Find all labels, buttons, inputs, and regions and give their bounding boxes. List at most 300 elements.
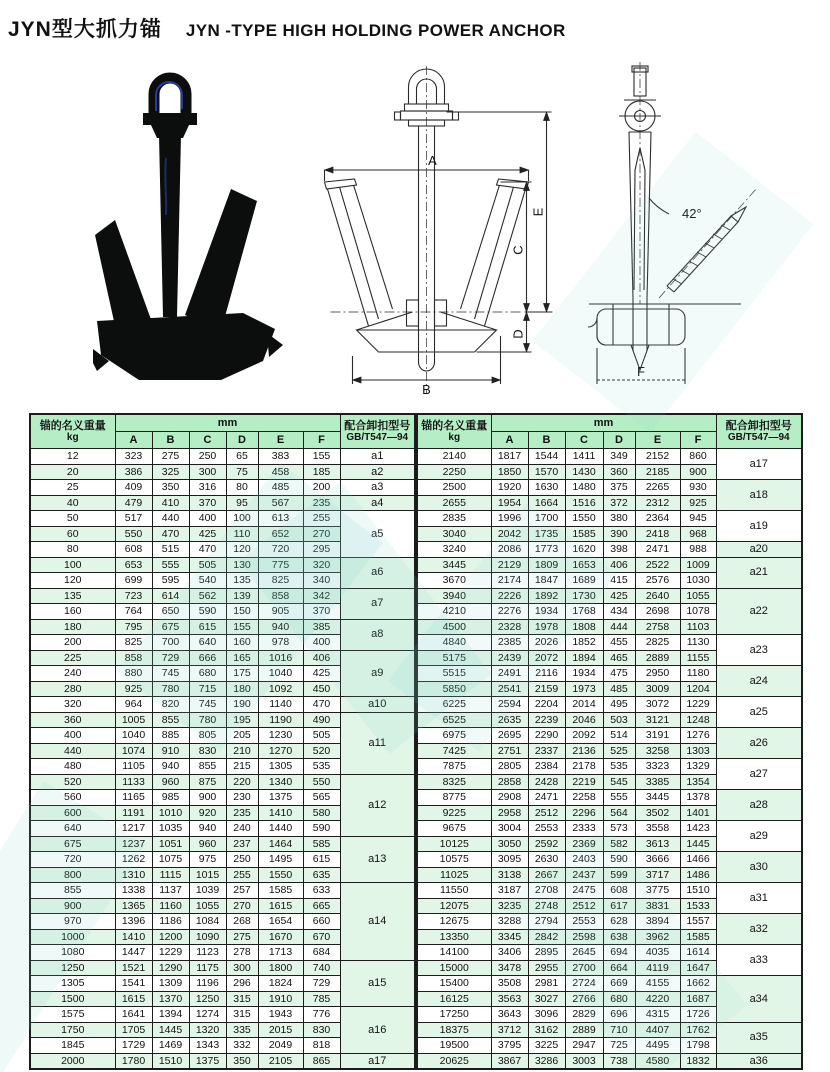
dim-cell: 205: [226, 728, 258, 744]
dim-cell: 385: [303, 619, 340, 635]
shackle-cell: a7: [340, 588, 415, 619]
dim-cell: 2258: [565, 790, 603, 806]
dim-cell: 3121: [635, 712, 680, 728]
dim-cell: 964: [115, 697, 152, 713]
weight-cell: 11025: [417, 867, 491, 883]
dim-cell: 3027: [528, 991, 565, 1007]
dim-cell: 2312: [635, 495, 680, 511]
dim-cell: 550: [303, 774, 340, 790]
dim-cell: 275: [226, 929, 258, 945]
dim-cell: 2695: [491, 728, 528, 744]
dim-cell: 1973: [565, 681, 603, 697]
dim-cell: 669: [603, 976, 635, 992]
dim-cell: 458: [258, 464, 303, 480]
shackle-cell: a20: [716, 542, 802, 558]
shackle-cell: a34: [716, 976, 802, 1023]
dim-cell: 715: [189, 681, 226, 697]
weight-cell: 8775: [417, 790, 491, 806]
table-row: [30, 449, 415, 465]
dim-cell: 940: [258, 619, 303, 635]
dim-cell: 1934: [528, 604, 565, 620]
shackle-cell: a25: [716, 697, 802, 728]
spec-tables: [29, 413, 803, 1070]
dim-cell: 738: [603, 1053, 635, 1069]
weight-cell: 16125: [417, 991, 491, 1007]
weight-cell: 675: [30, 836, 115, 852]
dim-label-f: F: [637, 364, 645, 379]
dim-cell: 1009: [680, 557, 716, 573]
dim-cell: 349: [603, 449, 635, 465]
dim-cell: 1570: [528, 464, 565, 480]
dim-cell: 2889: [635, 650, 680, 666]
weight-cell: 800: [30, 867, 115, 883]
dim-cell: 795: [115, 619, 152, 635]
dim-cell: 729: [303, 976, 340, 992]
col-header-A: A: [115, 432, 152, 449]
dim-cell: 910: [152, 743, 189, 759]
table-row: [30, 836, 415, 852]
dim-cell: 2159: [528, 681, 565, 697]
dim-cell: 988: [680, 542, 716, 558]
dim-cell: 1165: [115, 790, 152, 806]
dim-cell: 1713: [258, 945, 303, 961]
dim-cell: 505: [303, 728, 340, 744]
dim-cell: 1773: [528, 542, 565, 558]
dim-cell: 1824: [258, 976, 303, 992]
dim-cell: 2889: [565, 1022, 603, 1038]
dim-cell: 3795: [491, 1038, 528, 1054]
dim-cell: 1641: [115, 1007, 152, 1023]
weight-cell: 15000: [417, 960, 491, 976]
dim-cell: 858: [115, 650, 152, 666]
dim-cell: 503: [603, 712, 635, 728]
dim-cell: 3563: [491, 991, 528, 1007]
dim-cell: 406: [303, 650, 340, 666]
dim-cell: 2174: [491, 573, 528, 589]
dim-cell: 696: [603, 1007, 635, 1023]
dim-cell: 3288: [491, 914, 528, 930]
dim-cell: 2955: [528, 960, 565, 976]
dim-cell: 372: [603, 495, 635, 511]
shackle-cell: a18: [716, 480, 802, 511]
weight-cell: 13350: [417, 929, 491, 945]
dim-cell: 2276: [491, 604, 528, 620]
dim-cell: 2290: [528, 728, 565, 744]
dim-cell: 350: [226, 1053, 258, 1069]
col-header-E: E: [635, 432, 680, 449]
dim-cell: 4220: [635, 991, 680, 1007]
dim-cell: 316: [189, 480, 226, 496]
dim-label-a: A: [428, 153, 437, 168]
dim-cell: 3345: [491, 929, 528, 945]
weight-cell: 10575: [417, 852, 491, 868]
dim-cell: 3095: [491, 852, 528, 868]
dim-cell: 165: [226, 650, 258, 666]
dim-cell: 3831: [635, 898, 680, 914]
shackle-header-label: 配合卸扣型号: [725, 419, 792, 432]
dim-cell: 1852: [565, 635, 603, 651]
dim-cell: 240: [226, 821, 258, 837]
weight-cell: 25: [30, 480, 115, 496]
weight-cell: 1845: [30, 1038, 115, 1054]
dim-cell: 1762: [680, 1022, 716, 1038]
dim-cell: 1541: [115, 976, 152, 992]
dim-cell: 2026: [528, 635, 565, 651]
page-title-chinese: JYN型大抓力锚: [8, 18, 162, 41]
dim-cell: 2014: [565, 697, 603, 713]
dim-cell: 3009: [635, 681, 680, 697]
weight-cell: 12: [30, 449, 115, 465]
dim-cell: 2766: [565, 991, 603, 1007]
dim-cell: 1954: [491, 495, 528, 511]
dim-cell: 2592: [528, 836, 565, 852]
dim-cell: 1630: [528, 480, 565, 496]
weight-cell: 240: [30, 666, 115, 682]
dim-label-e: E: [530, 207, 546, 217]
dim-cell: 1030: [680, 573, 716, 589]
dim-cell: 300: [189, 464, 226, 480]
dim-cell: 975: [189, 852, 226, 868]
dim-cell: 1943: [258, 1007, 303, 1023]
dim-cell: 2491: [491, 666, 528, 682]
shackle-cell: a1: [340, 449, 415, 465]
dim-cell: 3502: [635, 805, 680, 821]
dim-cell: 1847: [528, 573, 565, 589]
dim-cell: 2333: [565, 821, 603, 837]
table-row: [30, 557, 415, 573]
dim-cell: 660: [303, 914, 340, 930]
dim-cell: 1768: [565, 604, 603, 620]
dim-cell: 1664: [528, 495, 565, 511]
weight-cell: 3670: [417, 573, 491, 589]
dim-cell: 340: [303, 573, 340, 589]
dim-cell: 370: [303, 604, 340, 620]
weight-cell: 6975: [417, 728, 491, 744]
dim-cell: 2758: [635, 619, 680, 635]
dim-cell: 1133: [115, 774, 152, 790]
dim-cell: 1005: [115, 712, 152, 728]
dim-cell: 383: [258, 449, 303, 465]
dim-cell: 1055: [189, 898, 226, 914]
dim-cell: 2471: [635, 542, 680, 558]
dim-cell: 1447: [115, 945, 152, 961]
dim-cell: 565: [303, 790, 340, 806]
dim-cell: 1480: [565, 480, 603, 496]
col-header-A: A: [491, 432, 528, 449]
dim-cell: 1798: [680, 1038, 716, 1054]
dim-cell: 2337: [528, 743, 565, 759]
dim-cell: 613: [258, 511, 303, 527]
weight-header-unit: kg: [448, 431, 461, 443]
dim-cell: 4407: [635, 1022, 680, 1038]
dim-cell: 315: [226, 991, 258, 1007]
dim-cell: 1910: [258, 991, 303, 1007]
dim-cell: 1705: [115, 1022, 152, 1038]
weight-cell: 180: [30, 619, 115, 635]
weight-cell: 3240: [417, 542, 491, 558]
dim-cell: 595: [152, 573, 189, 589]
dim-cell: 160: [226, 635, 258, 651]
dim-cell: 1550: [258, 867, 303, 883]
dim-cell: 582: [603, 836, 635, 852]
dim-cell: 1276: [680, 728, 716, 744]
weight-cell: 600: [30, 805, 115, 821]
dim-cell: 3235: [491, 898, 528, 914]
weight-cell: 320: [30, 697, 115, 713]
weight-cell: 5850: [417, 681, 491, 697]
spec-table-left: [29, 413, 416, 1070]
dim-cell: 2428: [528, 774, 565, 790]
dim-cell: 638: [603, 929, 635, 945]
dim-cell: 320: [303, 557, 340, 573]
dim-cell: 590: [189, 604, 226, 620]
table-row: [417, 480, 802, 496]
dim-cell: 1401: [680, 805, 716, 821]
dim-cell: 2553: [528, 821, 565, 837]
dim-cell: 1123: [189, 945, 226, 961]
dim-cell: 1250: [189, 991, 226, 1007]
dim-cell: 2858: [491, 774, 528, 790]
shackle-cell: a19: [716, 511, 802, 542]
dim-cell: 1204: [680, 681, 716, 697]
dim-cell: 323: [115, 449, 152, 465]
weight-cell: 225: [30, 650, 115, 666]
weight-cell: 14100: [417, 945, 491, 961]
dim-cell: 1445: [680, 836, 716, 852]
shackle-cell: a22: [716, 588, 802, 635]
shackle-cell: a13: [340, 836, 415, 883]
dim-cell: 335: [226, 1022, 258, 1038]
dim-cell: 562: [189, 588, 226, 604]
dim-cell: 440: [152, 511, 189, 527]
dim-cell: 740: [303, 960, 340, 976]
dim-cell: 900: [189, 790, 226, 806]
table-row: [30, 619, 415, 635]
weight-header-label: 锚的名义重量: [39, 419, 106, 432]
dim-cell: 4315: [635, 1007, 680, 1023]
dim-cell: 4580: [635, 1053, 680, 1069]
dim-cell: 1615: [115, 991, 152, 1007]
dim-cell: 1078: [680, 604, 716, 620]
weight-cell: 6525: [417, 712, 491, 728]
dim-cell: 1338: [115, 883, 152, 899]
dim-cell: 720: [258, 542, 303, 558]
dim-cell: 434: [603, 604, 635, 620]
dim-cell: 3445: [635, 790, 680, 806]
dim-cell: 855: [152, 712, 189, 728]
weight-cell: 11550: [417, 883, 491, 899]
dim-cell: 2049: [258, 1038, 303, 1054]
dim-cell: 775: [258, 557, 303, 573]
shackle-header-label: 配合卸扣型号: [344, 419, 411, 432]
weight-cell: 15400: [417, 976, 491, 992]
weight-cell: 40: [30, 495, 115, 511]
dim-cell: 930: [680, 480, 716, 496]
weight-cell: 7875: [417, 759, 491, 775]
dim-cell: 1015: [189, 867, 226, 883]
dim-cell: 2129: [491, 557, 528, 573]
dim-cell: 780: [152, 681, 189, 697]
dim-cell: 342: [303, 588, 340, 604]
dim-cell: 2105: [258, 1053, 303, 1069]
weight-cell: 2000: [30, 1053, 115, 1069]
table-row: [417, 976, 802, 992]
dim-cell: 2895: [528, 945, 565, 961]
dim-cell: 2152: [635, 449, 680, 465]
spec-tbody-left: [30, 449, 415, 1070]
dim-cell: 455: [603, 635, 635, 651]
dim-cell: 3643: [491, 1007, 528, 1023]
dim-cell: 1394: [152, 1007, 189, 1023]
weight-header-label: 锚的名义重量: [421, 419, 488, 432]
dim-cell: 1270: [258, 743, 303, 759]
dim-cell: 1237: [115, 836, 152, 852]
anchor-side-drawing: [560, 58, 792, 398]
dim-cell: 940: [189, 821, 226, 837]
dim-cell: 585: [303, 836, 340, 852]
weight-cell: 2500: [417, 480, 491, 496]
dim-cell: 315: [226, 1007, 258, 1023]
dim-cell: 590: [603, 852, 635, 868]
table-header-right: [417, 414, 802, 449]
weight-cell: 12075: [417, 898, 491, 914]
dim-cell: 745: [189, 697, 226, 713]
dim-cell: 700: [152, 635, 189, 651]
dim-cell: 370: [189, 495, 226, 511]
dim-cell: 296: [226, 976, 258, 992]
dim-cell: 2042: [491, 526, 528, 542]
dim-cell: 945: [680, 511, 716, 527]
dim-cell: 3050: [491, 836, 528, 852]
dim-cell: 1585: [258, 883, 303, 899]
dim-cell: 1800: [258, 960, 303, 976]
dim-cell: 855: [189, 759, 226, 775]
dim-cell: 325: [152, 464, 189, 480]
dim-cell: 2950: [635, 666, 680, 682]
dim-cell: 495: [603, 697, 635, 713]
dim-cell: 1092: [258, 681, 303, 697]
col-header-E: E: [258, 432, 303, 449]
weight-cell: 20625: [417, 1053, 491, 1069]
dim-cell: 1274: [189, 1007, 226, 1023]
weight-cell: 160: [30, 604, 115, 620]
dim-cell: 3138: [491, 867, 528, 883]
weight-cell: 2140: [417, 449, 491, 465]
page-header: [8, 13, 566, 43]
dim-cell: 2178: [565, 759, 603, 775]
dim-cell: 1051: [152, 836, 189, 852]
dim-cell: 725: [603, 1038, 635, 1054]
table-row: [30, 697, 415, 713]
dim-cell: 650: [152, 604, 189, 620]
anchor-figures: [0, 55, 830, 405]
weight-cell: 900: [30, 898, 115, 914]
weight-cell: 6225: [417, 697, 491, 713]
dim-cell: 1726: [680, 1007, 716, 1023]
weight-cell: 720: [30, 852, 115, 868]
dim-cell: 332: [226, 1038, 258, 1054]
table-row: [30, 712, 415, 728]
table-row: [417, 542, 802, 558]
dim-cell: 1423: [680, 821, 716, 837]
dim-cell: 4495: [635, 1038, 680, 1054]
dim-cell: 2296: [565, 805, 603, 821]
dim-cell: 1229: [680, 697, 716, 713]
dim-cell: 1354: [680, 774, 716, 790]
dim-cell: 830: [189, 743, 226, 759]
weight-header: [30, 414, 115, 449]
dim-cell: 1670: [258, 929, 303, 945]
dim-cell: 135: [226, 573, 258, 589]
dim-cell: 410: [152, 495, 189, 511]
weight-cell: 1750: [30, 1022, 115, 1038]
dim-cell: 1074: [115, 743, 152, 759]
dim-cell: 1700: [528, 511, 565, 527]
dim-cell: 380: [603, 511, 635, 527]
dim-cell: 1140: [258, 697, 303, 713]
weight-cell: 120: [30, 573, 115, 589]
table-row: [417, 511, 802, 527]
table-row: [30, 883, 415, 899]
col-header-C: C: [565, 432, 603, 449]
dim-cell: 2512: [528, 805, 565, 821]
shackle-header-std: GB/T547—94: [346, 431, 409, 443]
dim-cell: 2645: [565, 945, 603, 961]
shackle-highlight: [156, 82, 182, 111]
dim-cell: 425: [303, 666, 340, 682]
dim-cell: 1486: [680, 867, 716, 883]
shackle-cell: a15: [340, 960, 415, 1007]
table-row: [417, 728, 802, 744]
dim-cell: 2640: [635, 588, 680, 604]
dim-cell: 2635: [491, 712, 528, 728]
dim-cell: 1654: [258, 914, 303, 930]
dim-cell: 540: [189, 573, 226, 589]
weight-cell: 480: [30, 759, 115, 775]
dim-cell: 515: [152, 542, 189, 558]
table-row: [30, 480, 415, 496]
dim-cell: 764: [115, 604, 152, 620]
dim-cell: 1378: [680, 790, 716, 806]
table-row: [417, 588, 802, 604]
dim-cell: 1191: [115, 805, 152, 821]
weight-cell: 80: [30, 542, 115, 558]
dim-cell: 1290: [152, 960, 189, 976]
dim-cell: 3867: [491, 1053, 528, 1069]
shackle-cell: a28: [716, 790, 802, 821]
dim-cell: 1850: [491, 464, 528, 480]
weight-cell: 3445: [417, 557, 491, 573]
dim-cell: 1585: [680, 929, 716, 945]
dim-cell: 300: [226, 960, 258, 976]
dim-cell: 2576: [635, 573, 680, 589]
dim-cell: 195: [226, 712, 258, 728]
dim-cell: 1689: [565, 573, 603, 589]
dim-cell: 2981: [528, 976, 565, 992]
dim-cell: 3508: [491, 976, 528, 992]
dim-cell: 1180: [680, 666, 716, 682]
dim-cell: 65: [226, 449, 258, 465]
dim-cell: 505: [189, 557, 226, 573]
weight-cell: 17250: [417, 1007, 491, 1023]
dim-cell: 130: [226, 557, 258, 573]
weight-cell: 1000: [30, 929, 115, 945]
dim-cell: 1934: [565, 666, 603, 682]
dim-cell: 3004: [491, 821, 528, 837]
dim-cell: 1550: [565, 511, 603, 527]
dim-cell: 100: [226, 511, 258, 527]
dim-cell: 1430: [565, 464, 603, 480]
